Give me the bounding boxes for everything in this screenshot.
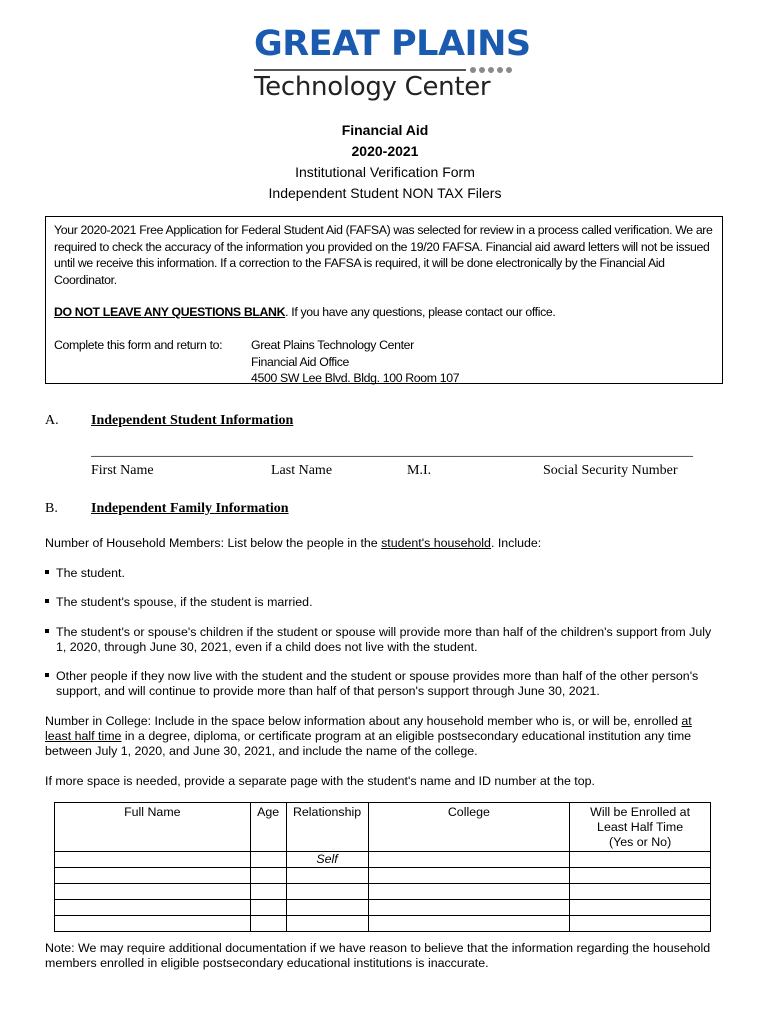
cell-age[interactable] (250, 900, 286, 916)
return-label: Complete this form and return to: (54, 338, 223, 352)
cell-enrolled[interactable] (570, 900, 711, 916)
student-info-line: ______________________________________________________________________________________ (91, 444, 693, 459)
cell-relationship-self: Self (286, 852, 368, 868)
col-enrolled: Will be Enrolled at Least Half Time (Yes or No) (570, 803, 711, 852)
cell-college[interactable] (368, 868, 570, 884)
table-row (55, 900, 711, 916)
logo-subtitle: Technology Center (254, 72, 491, 102)
field-ssn: Social Security Number (543, 463, 678, 478)
cell-full-name[interactable] (55, 900, 251, 916)
footer-note: Note: We may require additional documentation if we have reason to believe that the information regarding the household members enrolled in eligible postsecondary educational institutions is inaccurate. (45, 941, 711, 970)
cell-full-name[interactable] (55, 852, 251, 868)
cell-age[interactable] (250, 852, 286, 868)
bullet-other-people: Other people if they now live with the student and the student or spouse provides more than half of the other person's support, and will continue to provide more than half of that person's support through June 30, 2021. (45, 669, 698, 699)
household-table (54, 802, 711, 932)
cell-college[interactable] (368, 852, 570, 868)
cell-relationship[interactable] (286, 868, 368, 884)
college-paragraph: Number in College: Include in the space below information about any household member who is, or will be, enrolled at least half time in a degree, diploma, or certificate program at an eligible postsecondary educational institution any time between July 1, 2020, and June 30, 2021, and include the name of the college. (45, 714, 692, 758)
col-relationship: Relationship (286, 803, 368, 852)
cell-age[interactable] (250, 884, 286, 900)
col-college: College (368, 803, 570, 852)
bullet-square-icon (45, 570, 49, 574)
notice-paragraph: Your 2020-2021 Free Application for Federal Student Aid (FAFSA) was selected for review in a process called verification. We are required to check the accuracy of the information you provided on the 19/20 FAFSA. Financial aid award letters will not be issued until we receive this information. If a correction to the FAFSA is required, it will be done electronically by the Financial Aid Coordinator. (54, 223, 713, 287)
bullet-square-icon (45, 629, 49, 633)
bullet-square-icon (45, 673, 49, 677)
notice-warning: DO NOT LEAVE ANY QUESTIONS BLANK. If you have any questions, please contact our office. (54, 305, 556, 319)
table-row (55, 868, 711, 884)
bullet-square-icon (45, 599, 49, 603)
household-intro: Number of Household Members: List below the people in the student's household. Include: (45, 536, 542, 550)
col-age: Age (250, 803, 286, 852)
bullet-children: The student's or spouse's children if the student or spouse will provide more than half of the children's support from July 1, 2020, through June 30, 2021, even if a child does not live with the student. (45, 625, 711, 655)
table-header-row (55, 803, 711, 852)
cell-enrolled[interactable] (570, 916, 711, 932)
logo-title: GREAT PLAINS (254, 24, 531, 64)
table-row (55, 916, 711, 932)
cell-college[interactable] (368, 916, 570, 932)
cell-relationship[interactable] (286, 900, 368, 916)
cell-enrolled[interactable] (570, 852, 711, 868)
header-student-type: Independent Student NON TAX Filers (268, 185, 502, 201)
cell-full-name[interactable] (55, 916, 251, 932)
bullet-student: The student. (45, 566, 125, 581)
field-first-name: First Name (91, 463, 154, 478)
header-form-name: Institutional Verification Form (295, 164, 475, 180)
space-note: If more space is needed, provide a separate page with the student's name and ID number at the top. (45, 774, 595, 788)
cell-relationship[interactable] (286, 916, 368, 932)
cell-relationship[interactable] (286, 884, 368, 900)
section-b-title: Independent Family Information (91, 501, 289, 516)
section-a-letter: A. (45, 413, 59, 428)
cell-enrolled[interactable] (570, 868, 711, 884)
cell-college[interactable] (368, 884, 570, 900)
cell-full-name[interactable] (55, 884, 251, 900)
header-year: 2020-2021 (351, 143, 419, 159)
cell-age[interactable] (250, 868, 286, 884)
field-last-name: Last Name (271, 463, 333, 478)
field-mi: M.I. (407, 463, 432, 478)
bullet-spouse: The student's spouse, if the student is married. (45, 595, 313, 610)
col-full-name: Full Name (55, 803, 251, 852)
section-b-letter: B. (45, 501, 58, 516)
cell-age[interactable] (250, 916, 286, 932)
table-row (55, 884, 711, 900)
cell-enrolled[interactable] (570, 884, 711, 900)
section-a-title: Independent Student Information (91, 413, 294, 428)
header-financial-aid: Financial Aid (341, 122, 429, 138)
cell-full-name[interactable] (55, 868, 251, 884)
cell-college[interactable] (368, 900, 570, 916)
logo-divider (254, 69, 466, 71)
table-row (55, 852, 711, 868)
return-address: Great Plains Technology Center Financial Aid Office 4500 SW Lee Blvd. Bldg. 100 Room 107 (251, 338, 460, 385)
